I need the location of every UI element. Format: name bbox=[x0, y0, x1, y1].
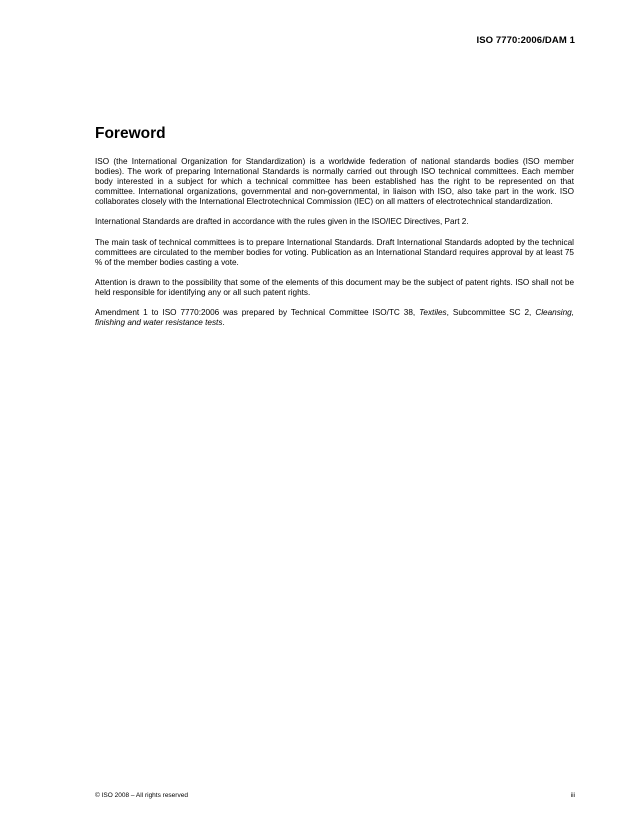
paragraph-committee-task: The main task of technical committees is to prepare International Standards. Draft International Standards adopted by the technical committees are circulated to the member bodies for voting. Publication as an International Standard requires approval by at least 75 % of the member bodies casting a vote. bbox=[95, 237, 574, 267]
page-number: iii bbox=[570, 792, 575, 799]
paragraph-iso-intro: ISO (the International Organization for Standardization) is a worldwide federation of national standards bodies (ISO member bodies). The work of preparing International Standards is normally carried out through ISO technical committees. Each member body interested in a subject for which a technical committee has been established has the right to be represented on that committee. International organizations, governmental and non-governmental, in liaison with ISO, also take part in the work. ISO collaborates closely with the International Electrotechnical Commission (IEC) on all matters of electrotechnical standardization. bbox=[95, 157, 574, 207]
amendment-text-start: Amendment 1 to ISO 7770:2006 was prepared by Technical Committee ISO/TC 38, bbox=[95, 308, 420, 318]
subcommittee-name: Cleansing, finishing and water resistance tests bbox=[95, 308, 574, 328]
amendment-text-end: . bbox=[222, 318, 225, 328]
amendment-text-middle: , Subcommittee SC 2, bbox=[446, 308, 536, 318]
committee-name: Textiles bbox=[419, 308, 447, 318]
copyright-footer: © ISO 2008 – All rights reserved bbox=[95, 792, 188, 799]
paragraph-amendment-info bbox=[95, 308, 574, 328]
paragraph-patent-notice: Attention is drawn to the possibility that some of the elements of this document may be the subject of patent rights. ISO shall not be held responsible for identifying any or all such patent rights. bbox=[95, 277, 574, 297]
document-id-header: ISO 7770:2006/DAM 1 bbox=[476, 35, 575, 46]
foreword-body bbox=[95, 157, 574, 338]
page-title: Foreword bbox=[95, 125, 166, 142]
paragraph-drafting-rules: International Standards are drafted in accordance with the rules given in the ISO/IEC Directives, Part 2. bbox=[95, 217, 469, 227]
